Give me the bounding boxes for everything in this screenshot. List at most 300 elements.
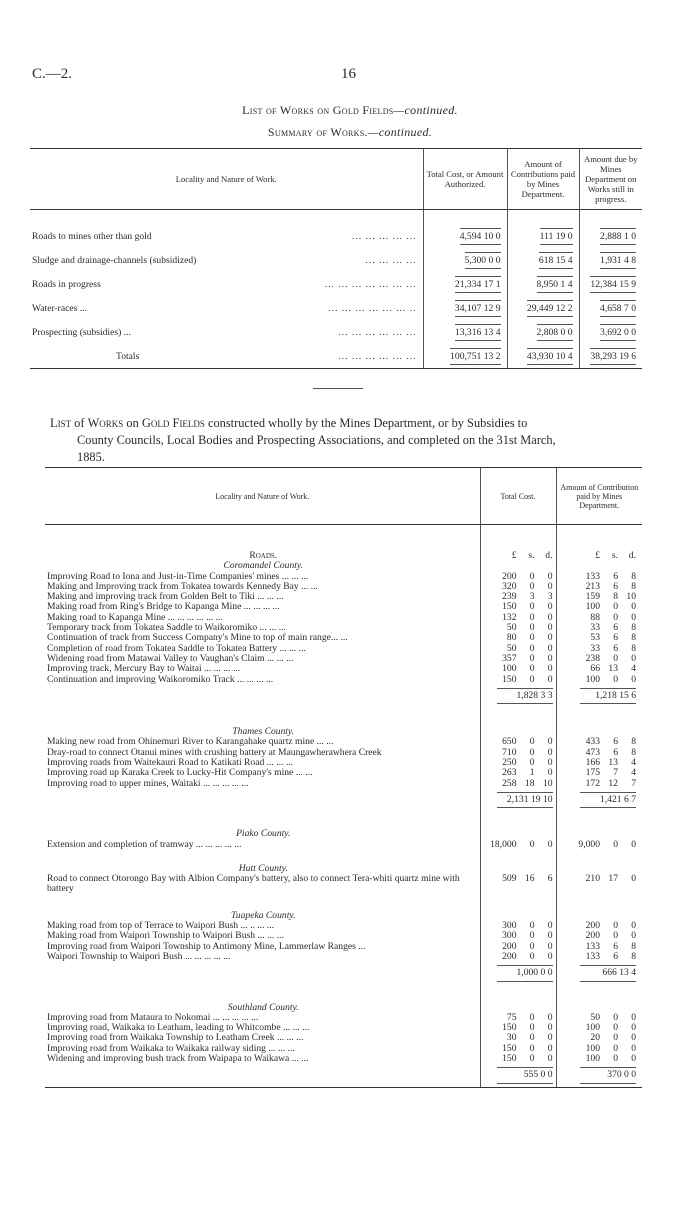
work-contribution-pence: 0 <box>631 1052 636 1064</box>
leader-dots: ... ... ... ... ... ... .. <box>328 302 417 314</box>
page-reference: C.—2. <box>32 66 73 82</box>
subtotal-total-value: 1,828 3 3 <box>497 688 553 704</box>
work-total-cost-shillings: 0 <box>529 1052 535 1064</box>
work-total-cost-shillings: 0 <box>529 940 535 952</box>
title-continued: —continued. <box>393 103 458 117</box>
work-contribution-pounds: 100 <box>585 1052 600 1064</box>
currency-pence: d. <box>628 550 636 561</box>
work-total-cost <box>480 942 556 952</box>
summary-due-cell <box>579 344 642 369</box>
summary-label: Roads to mines other than gold <box>32 230 152 242</box>
work-total-cost-pence: 0 <box>547 570 553 582</box>
work-contribution-shillings: 6 <box>613 570 618 582</box>
works-table <box>45 467 642 1088</box>
subtotal-contribution-value: 666 13 4 <box>580 965 636 981</box>
work-total-cost-shillings: 0 <box>529 570 535 582</box>
work-contribution-pounds: 166 <box>585 757 600 769</box>
work-contribution-pence: 8 <box>631 940 636 952</box>
summary-total-value: 34,107 12 9 <box>455 300 501 317</box>
work-contribution-shillings: 6 <box>613 950 618 962</box>
work-total-cost-pounds: 150 <box>502 1052 517 1064</box>
work-total-cost <box>480 654 556 664</box>
summary-total-value: 4,594 10 0 <box>460 228 501 245</box>
work-contribution-pounds: 200 <box>585 930 600 942</box>
work-description: Improving road from Waikaka Township to Leatham Creek ... ... ... <box>47 1033 304 1044</box>
work-description: Waipori Township to Waipori Bush ... ... ... ... ... <box>47 951 231 962</box>
summary-paid-cell <box>507 296 579 320</box>
work-contribution-pounds: 210 <box>585 873 600 885</box>
summary-label: Water-races ... <box>32 302 87 314</box>
work-total-cost-pounds: 250 <box>502 757 517 769</box>
work-contribution-pounds: 133 <box>585 570 600 582</box>
work-total-cost-pence: 0 <box>547 1011 553 1023</box>
work-contribution-pounds: 172 <box>585 777 600 789</box>
work-contribution-shillings: 0 <box>613 601 618 613</box>
work-description: Making road to Kapanga Mine ... ... ... ... ... ... <box>47 612 223 623</box>
work-contribution <box>556 952 642 962</box>
works-gap <box>45 985 642 1003</box>
summary-total-value: 5,300 0 0 <box>465 252 501 269</box>
summary-label: Sludge and drainage-channels (subsidized) <box>32 254 197 266</box>
work-total-cost-pence: 0 <box>547 580 553 592</box>
summary-locality <box>30 224 423 248</box>
leader-dots: ... ... ... ... ... ... <box>338 326 417 338</box>
summary-paid-value: 29,449 12 2 <box>527 300 573 317</box>
work-description: Making new road from Ohinemuri River to Karangahake quartz mine ... ... <box>47 737 334 748</box>
work-item-row <box>45 952 642 962</box>
works-header-contribution: Amount of Contribution paid by Mines Department. <box>556 468 642 525</box>
summary-label: Prospecting (subsidies) ... <box>32 326 131 338</box>
work-contribution-shillings: 0 <box>613 611 618 623</box>
work-total-cost-pounds: 710 <box>502 746 517 758</box>
summary-header-due: Amount due by Mines Department on Works still in progress. <box>579 149 642 210</box>
work-total-cost-shillings: 0 <box>529 632 535 644</box>
work-total-cost-pounds: 150 <box>502 1022 517 1034</box>
work-total-cost-pence: 3 <box>547 591 553 603</box>
work-contribution-pence: 0 <box>631 1022 636 1034</box>
leader-dots: ... ... ... ... <box>365 254 417 266</box>
summary-due-cell <box>579 248 642 272</box>
work-contribution-shillings: 13 <box>608 663 618 675</box>
work-total-cost-pounds: 50 <box>506 642 517 654</box>
summary-header-total: Total Cost, or Amount Authorized. <box>423 149 507 210</box>
work-contribution-pounds: 88 <box>590 611 600 623</box>
work-contribution <box>556 675 642 685</box>
work-contribution-pounds: 433 <box>585 736 600 748</box>
county-subtotal-row <box>45 1064 642 1087</box>
work-total-cost-pence: 0 <box>547 1042 553 1054</box>
work-total-cost <box>480 592 556 602</box>
work-contribution-shillings: 6 <box>613 622 618 634</box>
work-contribution-pence: 8 <box>631 746 636 758</box>
work-description: Temporary track from Tokatea Saddle to Waikoromiko ... ... ... <box>47 623 286 634</box>
work-contribution-pounds: 100 <box>585 673 600 685</box>
work-contribution-pence: 0 <box>631 930 636 942</box>
work-contribution-shillings: 0 <box>613 1011 618 1023</box>
work-total-cost-shillings: 0 <box>529 622 535 634</box>
work-total-cost-pence: 0 <box>547 950 553 962</box>
subtotal-total-cell <box>480 962 556 984</box>
leader-dots: ... ... ... ... ... <box>351 230 417 242</box>
works-header-locality: Locality and Nature of Work. <box>45 468 480 525</box>
work-total-cost <box>480 1044 556 1054</box>
list-title-gold-fields: Gold Fields <box>141 416 205 430</box>
work-total-cost-shillings: 0 <box>529 580 535 592</box>
work-total-cost-pounds: 150 <box>502 1042 517 1054</box>
work-item-row <box>45 1054 642 1064</box>
works-gap <box>45 850 642 864</box>
work-description: Widening road from Matawai Valley to Vaughan's Claim ... ... ... <box>47 653 294 664</box>
work-contribution-pence: 0 <box>631 611 636 623</box>
work-contribution-shillings: 12 <box>608 777 618 789</box>
summary-paid-cell <box>507 248 579 272</box>
subtotal-contribution-cell <box>556 789 642 811</box>
document-subtitle <box>0 125 700 140</box>
work-contribution-shillings: 17 <box>608 873 618 885</box>
leader-dots: ... ... ... ... ... ... <box>338 350 417 362</box>
work-total-cost-shillings: 18 <box>524 777 535 789</box>
work-contribution-pence: 8 <box>631 642 636 654</box>
work-total-cost-shillings: 0 <box>529 601 535 613</box>
work-total-cost-pence: 10 <box>542 777 553 789</box>
currency-header-contribution <box>556 549 642 561</box>
summary-paid-value: 43,930 10 4 <box>527 348 573 365</box>
work-total-cost-pence: 0 <box>547 1022 553 1034</box>
summary-paid-cell <box>507 320 579 344</box>
subtotal-contribution-cell <box>556 685 642 707</box>
summary-row <box>30 272 642 296</box>
summary-paid-value: 618 15 4 <box>539 252 573 269</box>
work-total-cost-pounds: 300 <box>502 920 517 932</box>
section-divider <box>313 388 363 389</box>
county-subtotal-row <box>45 789 642 811</box>
work-contribution-shillings: 0 <box>613 1042 618 1054</box>
work-total-cost-pounds: 357 <box>502 652 517 664</box>
work-total-cost <box>480 921 556 931</box>
work-total-cost <box>480 874 556 895</box>
work-total-cost-shillings: 0 <box>529 652 535 664</box>
summary-paid-cell <box>507 224 579 248</box>
work-total-cost-shillings: 0 <box>529 930 535 942</box>
work-total-cost-pounds: 30 <box>506 1032 517 1044</box>
county-heading-row <box>45 829 642 839</box>
summary-due-cell <box>579 320 642 344</box>
work-total-cost-shillings: 3 <box>529 591 535 603</box>
work-contribution-pence: 0 <box>631 601 636 613</box>
work-contribution-pounds: 100 <box>585 1042 600 1054</box>
summary-locality <box>30 272 423 296</box>
summary-locality <box>30 296 423 320</box>
work-total-cost-pence: 0 <box>547 757 553 769</box>
work-contribution-pence: 4 <box>631 663 636 675</box>
work-description: Improving road from Waipori Township to Antimony Mine, Lammerlaw Ranges ... <box>47 941 366 952</box>
work-contribution-pence: 8 <box>631 570 636 582</box>
subtotal-total-value: 2,131 19 10 <box>497 792 553 808</box>
work-item-row <box>45 779 642 789</box>
work-contribution-pence: 0 <box>631 838 636 850</box>
county-heading: Piako County. <box>236 829 291 840</box>
work-total-cost-pounds: 150 <box>502 673 517 685</box>
work-contribution-shillings: 6 <box>613 736 618 748</box>
work-contribution-shillings: 0 <box>613 652 618 664</box>
work-item-row <box>45 874 642 895</box>
work-contribution-pounds: 50 <box>590 1011 600 1023</box>
subtotal-total-cell <box>480 685 556 707</box>
work-total-cost-pounds: 75 <box>506 1011 517 1023</box>
summary-due-cell <box>579 296 642 320</box>
work-contribution-pence: 10 <box>626 591 636 603</box>
work-description: Dray-road to connect Otanui mines with crushing battery at Maungawherawhera Creek <box>47 747 382 758</box>
work-total-cost <box>480 737 556 747</box>
work-total-cost <box>480 633 556 643</box>
work-description: Widening and improving bush track from Waipapa to Waikawa ... ... <box>47 1053 309 1064</box>
work-contribution <box>556 779 642 789</box>
work-description: Road to connect Otorongo Bay with Albion Company's battery, also to connect Tera-whiti quartz mine with battery <box>47 874 460 895</box>
work-contribution-pence: 7 <box>631 777 636 789</box>
county-heading: Hutt County. <box>238 863 288 874</box>
work-contribution-pence: 8 <box>631 632 636 644</box>
work-contribution-shillings: 6 <box>613 632 618 644</box>
work-total-cost <box>480 602 556 612</box>
summary-paid-value: 2,808 0 0 <box>537 324 573 341</box>
work-contribution-pence: 0 <box>631 652 636 664</box>
work-total-cost-pounds: 258 <box>502 777 517 789</box>
work-contribution-pence: 0 <box>631 873 636 885</box>
work-description: Improving road, Waikaka to Leatham, leading to Whitcombe ... ... ... <box>47 1023 310 1034</box>
work-total-cost <box>480 623 556 633</box>
subtotal-contribution-value: 1,218 15 6 <box>580 688 636 704</box>
work-contribution-pence: 4 <box>631 767 636 779</box>
summary-total-cell <box>423 224 507 248</box>
work-total-cost <box>480 1013 556 1023</box>
work-total-cost-pounds: 200 <box>502 570 517 582</box>
work-total-cost-pounds: 650 <box>502 736 517 748</box>
work-total-cost-pence: 0 <box>547 642 553 654</box>
work-contribution-pounds: 53 <box>590 632 600 644</box>
subtitle-continued: —continued. <box>367 125 433 139</box>
work-total-cost-pence: 0 <box>547 838 553 850</box>
page-number: 16 <box>341 66 356 82</box>
work-total-cost-pounds: 100 <box>502 663 517 675</box>
work-total-cost-pounds: 320 <box>502 580 517 592</box>
summary-row <box>30 320 642 344</box>
summary-label: Roads in progress <box>32 278 101 290</box>
work-contribution-pence: 8 <box>631 580 636 592</box>
summary-paid-value: 8,950 1 4 <box>537 276 573 293</box>
subtotal-contribution-cell <box>556 962 642 984</box>
work-contribution-pence: 0 <box>631 920 636 932</box>
work-contribution-pence: 8 <box>631 736 636 748</box>
currency-pounds: £ <box>595 550 600 561</box>
work-total-cost-shillings: 0 <box>529 663 535 675</box>
work-description: Improving road from Waikaka to Waikaka railway siding ... ... ... <box>47 1043 295 1054</box>
work-description: Improving road from Mataura to Nokomai ... ... ... ... ... <box>47 1012 259 1023</box>
work-contribution-pence: 0 <box>631 673 636 685</box>
work-total-cost-pounds: 200 <box>502 940 517 952</box>
work-contribution-pence: 4 <box>631 757 636 769</box>
work-contribution-pounds: 66 <box>590 663 600 675</box>
summary-locality <box>30 320 423 344</box>
leader-dots: ... ... ... ... ... ... ... <box>324 278 417 290</box>
summary-paid-cell <box>507 272 579 296</box>
work-contribution-pence: 0 <box>631 1032 636 1044</box>
work-total-cost-pence: 0 <box>547 746 553 758</box>
work-total-cost <box>480 931 556 941</box>
work-contribution <box>556 1054 642 1064</box>
work-total-cost-shillings: 0 <box>529 642 535 654</box>
work-total-cost <box>480 664 556 674</box>
work-total-cost-shillings: 0 <box>529 1032 535 1044</box>
work-contribution-shillings: 0 <box>613 673 618 685</box>
work-total-cost <box>480 582 556 592</box>
subtotal-total-cell <box>480 1064 556 1087</box>
work-contribution-shillings: 6 <box>613 940 618 952</box>
summary-header-contributions: Amount of Contributions paid by Mines Department. <box>507 149 579 210</box>
work-description: Improving roads from Waitekauri Road to Katikati Road ... ... ... <box>47 758 294 769</box>
work-contribution-pence: 0 <box>631 1042 636 1054</box>
county-heading: Coromandel County. <box>223 561 304 572</box>
work-total-cost-pence: 0 <box>547 673 553 685</box>
work-total-cost <box>480 675 556 685</box>
work-description: Improving track, Mercury Bay to Waitai ... ... ... ... <box>47 664 241 675</box>
work-contribution-pounds: 133 <box>585 940 600 952</box>
works-gap <box>45 895 642 911</box>
summary-header-locality: Locality and Nature of Work. <box>30 149 423 210</box>
section-heading: Roads. <box>249 550 278 561</box>
work-total-cost-pence: 0 <box>547 622 553 634</box>
list-title-of: of <box>71 416 88 430</box>
work-contribution-shillings: 0 <box>613 920 618 932</box>
work-total-cost-shillings: 0 <box>529 736 535 748</box>
section-heading-row <box>45 549 642 561</box>
work-total-cost-shillings: 1 <box>529 767 535 779</box>
list-title-on: on <box>123 416 142 430</box>
work-total-cost-pence: 0 <box>547 663 553 675</box>
summary-due-value: 4,658 7 0 <box>600 300 636 317</box>
work-total-cost-shillings: 0 <box>529 838 535 850</box>
summary-due-value: 2,888 1 0 <box>600 228 636 245</box>
work-total-cost-shillings: 0 <box>529 757 535 769</box>
currency-shillings: s. <box>528 550 535 561</box>
work-total-cost-pence: 0 <box>547 920 553 932</box>
work-contribution-pounds: 33 <box>590 622 600 634</box>
work-total-cost <box>480 779 556 789</box>
county-heading: Tuapeka County. <box>231 910 296 921</box>
summary-locality <box>30 344 423 369</box>
work-contribution-pence: 0 <box>631 1011 636 1023</box>
work-total-cost <box>480 1023 556 1033</box>
summary-total-value: 21,334 17 1 <box>455 276 501 293</box>
work-total-cost <box>480 572 556 582</box>
list-title <box>50 415 642 466</box>
work-item-row <box>45 675 642 685</box>
list-title-word-works: Works <box>87 416 124 430</box>
work-total-cost-shillings: 0 <box>529 920 535 932</box>
summary-due-value: 38,293 19 6 <box>590 348 636 365</box>
work-total-cost <box>480 840 556 850</box>
work-contribution-pounds: 100 <box>585 601 600 613</box>
work-contribution-pence: 8 <box>631 950 636 962</box>
work-contribution-pounds: 473 <box>585 746 600 758</box>
summary-total-cell <box>423 272 507 296</box>
work-total-cost-pounds: 263 <box>502 767 517 779</box>
summary-row <box>30 224 642 248</box>
list-title-word-list: List <box>50 416 72 430</box>
work-contribution-shillings: 0 <box>613 930 618 942</box>
list-title-line3: 1885. <box>77 450 105 464</box>
work-contribution-pounds: 100 <box>585 1022 600 1034</box>
work-total-cost-shillings: 0 <box>529 611 535 623</box>
work-total-cost-pounds: 200 <box>502 950 517 962</box>
work-total-cost-shillings: 16 <box>524 873 535 885</box>
currency-pence: d. <box>545 550 553 561</box>
title-main: List of Works on Gold Fields <box>242 103 394 117</box>
subtotal-total-value: 555 0 0 <box>497 1067 553 1083</box>
work-description: Extension and completion of tramway ... ... ... ... ... <box>47 839 242 850</box>
work-total-cost <box>480 1054 556 1064</box>
work-contribution-shillings: 8 <box>613 591 618 603</box>
work-contribution-pounds: 20 <box>590 1032 600 1044</box>
work-total-cost-shillings: 0 <box>529 673 535 685</box>
works-spacer <box>45 525 642 550</box>
work-contribution-shillings: 6 <box>613 642 618 654</box>
summary-totals-row <box>30 344 642 369</box>
work-description: Improving road to upper mines, Waitaki ... ... ... ... ... <box>47 778 249 789</box>
work-description: Improving Road to Iona and Just-in-Time Companies' mines ... ... ... <box>47 571 309 582</box>
work-total-cost-shillings: 0 <box>529 950 535 962</box>
subtotal-total-value: 1,000 0 0 <box>497 965 553 981</box>
summary-due-value: 1,931 4 8 <box>600 252 636 269</box>
work-contribution-shillings: 0 <box>613 1032 618 1044</box>
subtitle-main: Summary of Works. <box>267 125 368 139</box>
work-total-cost-pounds: 50 <box>506 622 517 634</box>
work-total-cost <box>480 748 556 758</box>
work-total-cost-pounds: 509 <box>502 873 517 885</box>
summary-table <box>30 148 642 369</box>
work-contribution-pounds: 9,000 <box>578 838 600 850</box>
subtotal-contribution-value: 1,421 6 7 <box>580 792 636 808</box>
work-total-cost <box>480 1033 556 1043</box>
work-total-cost <box>480 613 556 623</box>
subtotal-total-cell <box>480 789 556 811</box>
summary-locality <box>30 248 423 272</box>
work-contribution-shillings: 6 <box>613 580 618 592</box>
work-total-cost-pounds: 300 <box>502 930 517 942</box>
work-description: Making and Improving track from Tokatea towards Kennedy Bay ... ... <box>47 581 318 592</box>
currency-shillings: s. <box>611 550 618 561</box>
work-contribution-pounds: 159 <box>585 591 600 603</box>
work-description: Continuation and improving Waikoromiko Track ... ... ... ... <box>47 674 274 685</box>
summary-label: Totals <box>116 350 140 362</box>
work-total-cost-pounds: 150 <box>502 601 517 613</box>
work-contribution-pounds: 213 <box>585 580 600 592</box>
work-contribution-shillings: 0 <box>613 1022 618 1034</box>
subtotal-contribution-value: 370 0 0 <box>580 1067 636 1083</box>
work-total-cost-shillings: 0 <box>529 1022 535 1034</box>
work-description: Making road from Waipori Township to Waipori Bush ... ... ... <box>47 931 284 942</box>
work-description: Making road from top of Terrace to Waipori Bush ... .. ... ... <box>47 921 275 932</box>
work-total-cost-pence: 0 <box>547 652 553 664</box>
currency-header-total <box>480 549 556 561</box>
work-total-cost-pence: 0 <box>547 940 553 952</box>
work-total-cost-pounds: 132 <box>502 611 517 623</box>
work-total-cost-pence: 0 <box>547 767 553 779</box>
summary-row <box>30 296 642 320</box>
work-contribution <box>556 840 642 850</box>
work-total-cost <box>480 952 556 962</box>
work-contribution-shillings: 13 <box>608 757 618 769</box>
work-description: Making road from Ring's Bridge to Kapanga Mine ... ... ... ... <box>47 602 280 613</box>
